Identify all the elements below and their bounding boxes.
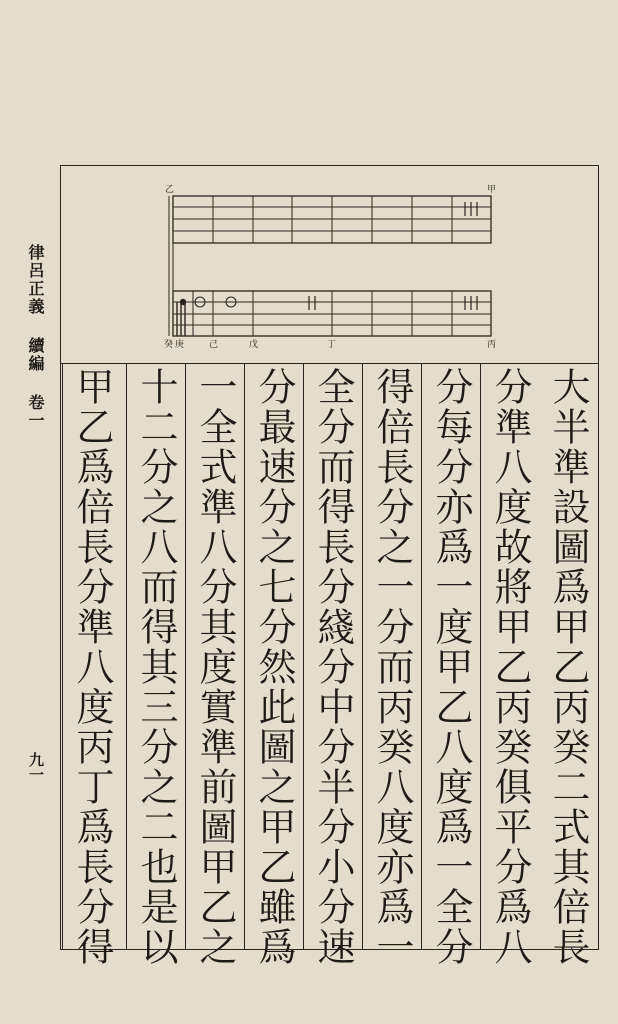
text-column: [362, 364, 421, 967]
text-frame: [60, 165, 599, 967]
text-column: [303, 364, 362, 967]
text-column: [185, 364, 244, 967]
label-ji: 己: [209, 340, 219, 350]
book-title-margin: 律呂正義 續編 卷一: [26, 244, 45, 430]
text-columns: [61, 364, 598, 967]
column-text: 一全式準八分其度實準前圖甲乙之: [193, 367, 237, 967]
text-column: [480, 364, 539, 967]
text-column: [421, 364, 480, 967]
label-gui: 癸: [164, 340, 174, 350]
page-number: 九一: [27, 752, 45, 782]
column-text: 全分而得長分綫分中分半分小分速: [311, 367, 355, 967]
text-column: [539, 364, 598, 967]
column-text: 得倍長分之一分而丙癸八度亦爲一: [370, 367, 414, 967]
text-column: [62, 364, 126, 967]
column-text: 分每分亦爲一度甲乙八度爲一全分: [429, 367, 473, 967]
label-ding: 丁: [327, 340, 337, 350]
column-text: 分最速分之七分然此圖之甲乙雖爲: [252, 367, 296, 967]
label-geng: 庚: [175, 340, 185, 350]
label-bing: 丙: [487, 340, 497, 350]
label-yi: 乙: [165, 185, 175, 195]
text-column: [244, 364, 303, 967]
text-column: [126, 364, 185, 967]
column-text: 分準八度故將甲乙丙癸俱平分爲八: [488, 367, 532, 967]
label-wu: 戊: [249, 340, 259, 350]
column-text: 甲乙爲倍長分準八度丙丁爲長分得: [70, 367, 114, 967]
label-jia: 甲: [487, 185, 497, 195]
diagram-panel: [61, 166, 598, 364]
column-text: 大半準設圖爲甲乙丙癸二式其倍長: [546, 367, 590, 967]
monochord-diagram: [61, 166, 600, 364]
column-text: 十二分之八而得其三分之二也是以: [134, 367, 178, 967]
